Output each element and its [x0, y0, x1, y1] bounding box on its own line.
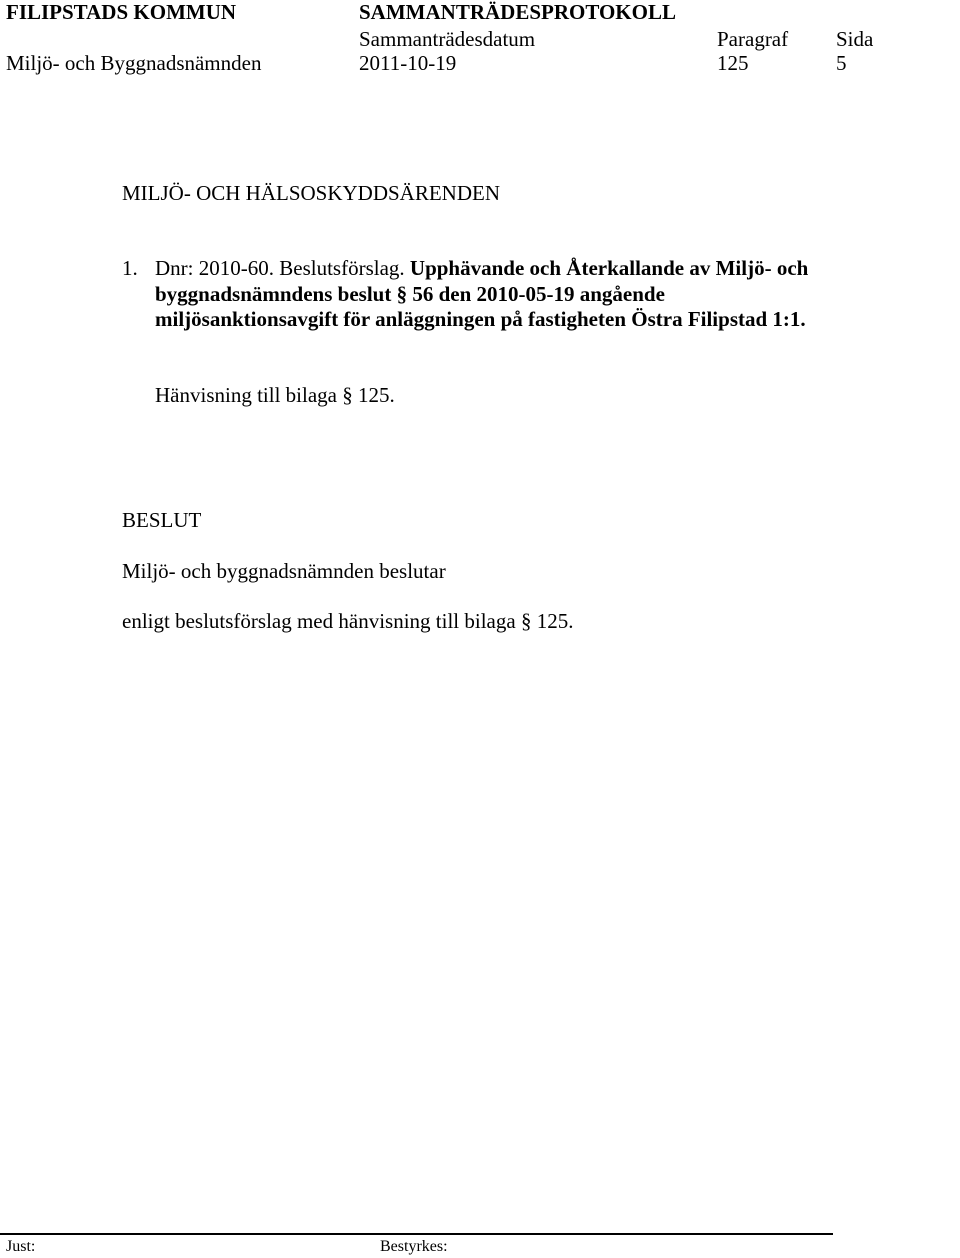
paragraph-label: Paragraf — [717, 27, 789, 51]
section-heading: MILJÖ- OCH HÄLSOSKYDDSÄRENDEN — [122, 181, 501, 205]
paragraph-number: 125 — [717, 51, 749, 75]
footer-rule — [0, 1233, 833, 1235]
item-title: Upphävande och Återkallande av Miljö- och byggnadsnämndens beslut § 56 den 2010-05-19 angående miljösanktionsavgift för anläggningen på fastigheten Östra Filipstad 1:1. — [155, 256, 809, 331]
page-label: Sida — [836, 27, 874, 51]
item-reference: Hänvisning till bilaga § 125. — [155, 383, 395, 407]
footer-just-label: Just: — [6, 1238, 36, 1255]
item-lead: Dnr: 2010-60. Beslutsförslag. — [155, 256, 405, 280]
date-label: Sammanträdesdatum — [359, 27, 536, 51]
item-number: 1. — [122, 256, 138, 280]
item-title-paragraph — [155, 256, 815, 333]
decision-text: enligt beslutsförslag med hänvisning till bilaga § 125. — [122, 609, 574, 633]
meeting-date: 2011-10-19 — [359, 51, 457, 75]
committee-name: Miljö- och Byggnadsnämnden — [6, 51, 262, 75]
footer-bestyrkes-label: Bestyrkes: — [380, 1238, 448, 1255]
decision-heading: BESLUT — [122, 508, 202, 532]
organization-name: FILIPSTADS KOMMUN — [6, 0, 237, 24]
decision-intro: Miljö- och byggnadsnämnden beslutar — [122, 559, 446, 583]
page-number: 5 — [836, 51, 847, 75]
document-type: SAMMANTRÄDESPROTOKOLL — [359, 0, 676, 24]
